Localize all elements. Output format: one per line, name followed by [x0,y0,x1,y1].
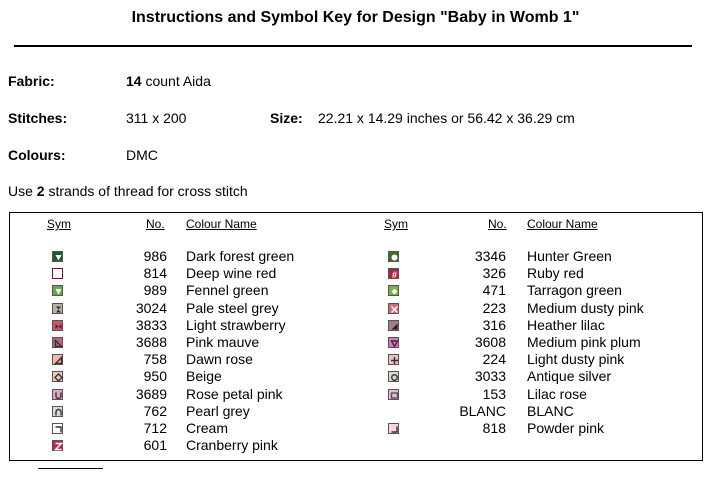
table-row [0,368,711,385]
colour-name: Cream [186,420,229,436]
table-row [0,317,711,334]
colour-name: Heather lilac [527,316,605,333]
colour-number: 712 [143,420,167,436]
size-value: 22.21 x 14.29 inches or 56.42 x 36.29 cm [318,110,575,126]
instruction-prefix: Use [8,183,37,199]
colour-number: 818 [482,420,506,436]
stitches-value: 311 x 200 [126,110,187,126]
colour-number: 758 [143,351,167,368]
colours-label: Colours: [8,147,66,163]
colour-number: 153 [482,385,506,402]
symbol-818-icon [388,423,399,434]
colour-name: Pink mauve [186,334,260,350]
colour-number: 223 [482,299,506,316]
title-divider [14,45,692,47]
colour-number: 471 [482,282,506,299]
colour-name: Cranberry pink [186,437,278,454]
table-row [0,282,711,299]
size-label: Size: [270,110,303,126]
symbol-3608-icon [388,337,399,348]
colour-name: Light strawberry [186,316,286,333]
colour-number: 326 [482,265,506,282]
instruction-strands: 2 [36,183,45,199]
fabric-type: count Aida [141,73,211,89]
colour-name: Lilac rose [527,385,587,402]
colour-name: Antique silver [527,368,612,385]
colour-number: 224 [482,351,506,368]
colour-name: Medium pink plum [527,334,641,350]
fabric-label: Fabric: [8,73,55,89]
colour-number: 3346 [474,248,506,264]
header-sym-right: Sym [384,217,408,231]
svg-text:#: # [391,270,398,281]
colour-number: 3833 [135,316,167,333]
colour-number: 989 [143,282,167,299]
colour-name: Powder pink [527,420,605,436]
symbol-3033-icon [388,371,399,382]
colour-name: Dawn rose [186,351,253,368]
symbol-601-icon [52,440,63,451]
colour-number: 762 [143,402,167,419]
table-row [0,403,711,420]
colour-name: Beige [186,368,222,385]
symbol-316-icon [388,320,399,331]
instruction-text [8,183,248,199]
table-row [0,248,711,265]
colour-name: Light dusty pink [527,351,625,368]
colour-number: 986 [143,248,167,264]
colour-number: 814 [143,265,167,282]
colour-name: Deep wine red [186,265,277,282]
symbol-224-icon [388,354,399,365]
colour-number: 3033 [474,368,506,385]
colour-name: Rose petal pink [186,385,283,402]
header-no-left: No. [146,217,165,231]
stitches-label: Stitches: [8,110,68,126]
header-no-right: No. [488,217,507,231]
colour-number: 950 [143,368,167,385]
colour-number: 3688 [135,334,167,350]
table-row [0,334,711,351]
colour-number: 3689 [135,385,167,402]
footer-line [38,468,103,469]
colour-name: BLANC [527,402,574,419]
table-row [0,351,711,368]
colour-name: Tarragon green [527,282,622,299]
colour-name: Hunter Green [527,248,612,264]
colour-number: BLANC [459,402,506,419]
symbol-326-icon [388,268,399,279]
symbol-153-icon [388,389,399,400]
colour-name: Fennel green [186,282,269,299]
colour-number: 3024 [135,299,167,316]
table-row [0,300,711,317]
instruction-suffix: strands of thread for cross stitch [44,183,248,199]
colour-name: Ruby red [527,265,584,282]
page-title: Instructions and Symbol Key for Design "Baby in Womb 1" [131,9,580,26]
header-name-right: Colour Name [527,217,598,231]
table-row [0,437,711,454]
header-sym-left: Sym [47,217,71,231]
fabric-count: 14 [126,73,142,89]
fabric-value [126,73,211,89]
colour-name: Dark forest green [186,248,295,264]
colour-name: Pale steel grey [186,299,279,316]
colour-number: 3608 [474,334,506,350]
header-name-left: Colour Name [186,217,257,231]
table-row [0,420,711,437]
colour-name: Medium dusty pink [527,299,644,316]
symbol-223-icon [388,303,399,314]
symbol-3346-icon [388,251,399,262]
colour-name: Pearl grey [186,402,250,419]
colour-number: 316 [482,316,506,333]
table-row [0,265,711,282]
symbol-471-icon [388,285,399,296]
colours-value: DMC [126,147,158,163]
colour-number: 601 [143,437,167,454]
table-row [0,386,711,403]
